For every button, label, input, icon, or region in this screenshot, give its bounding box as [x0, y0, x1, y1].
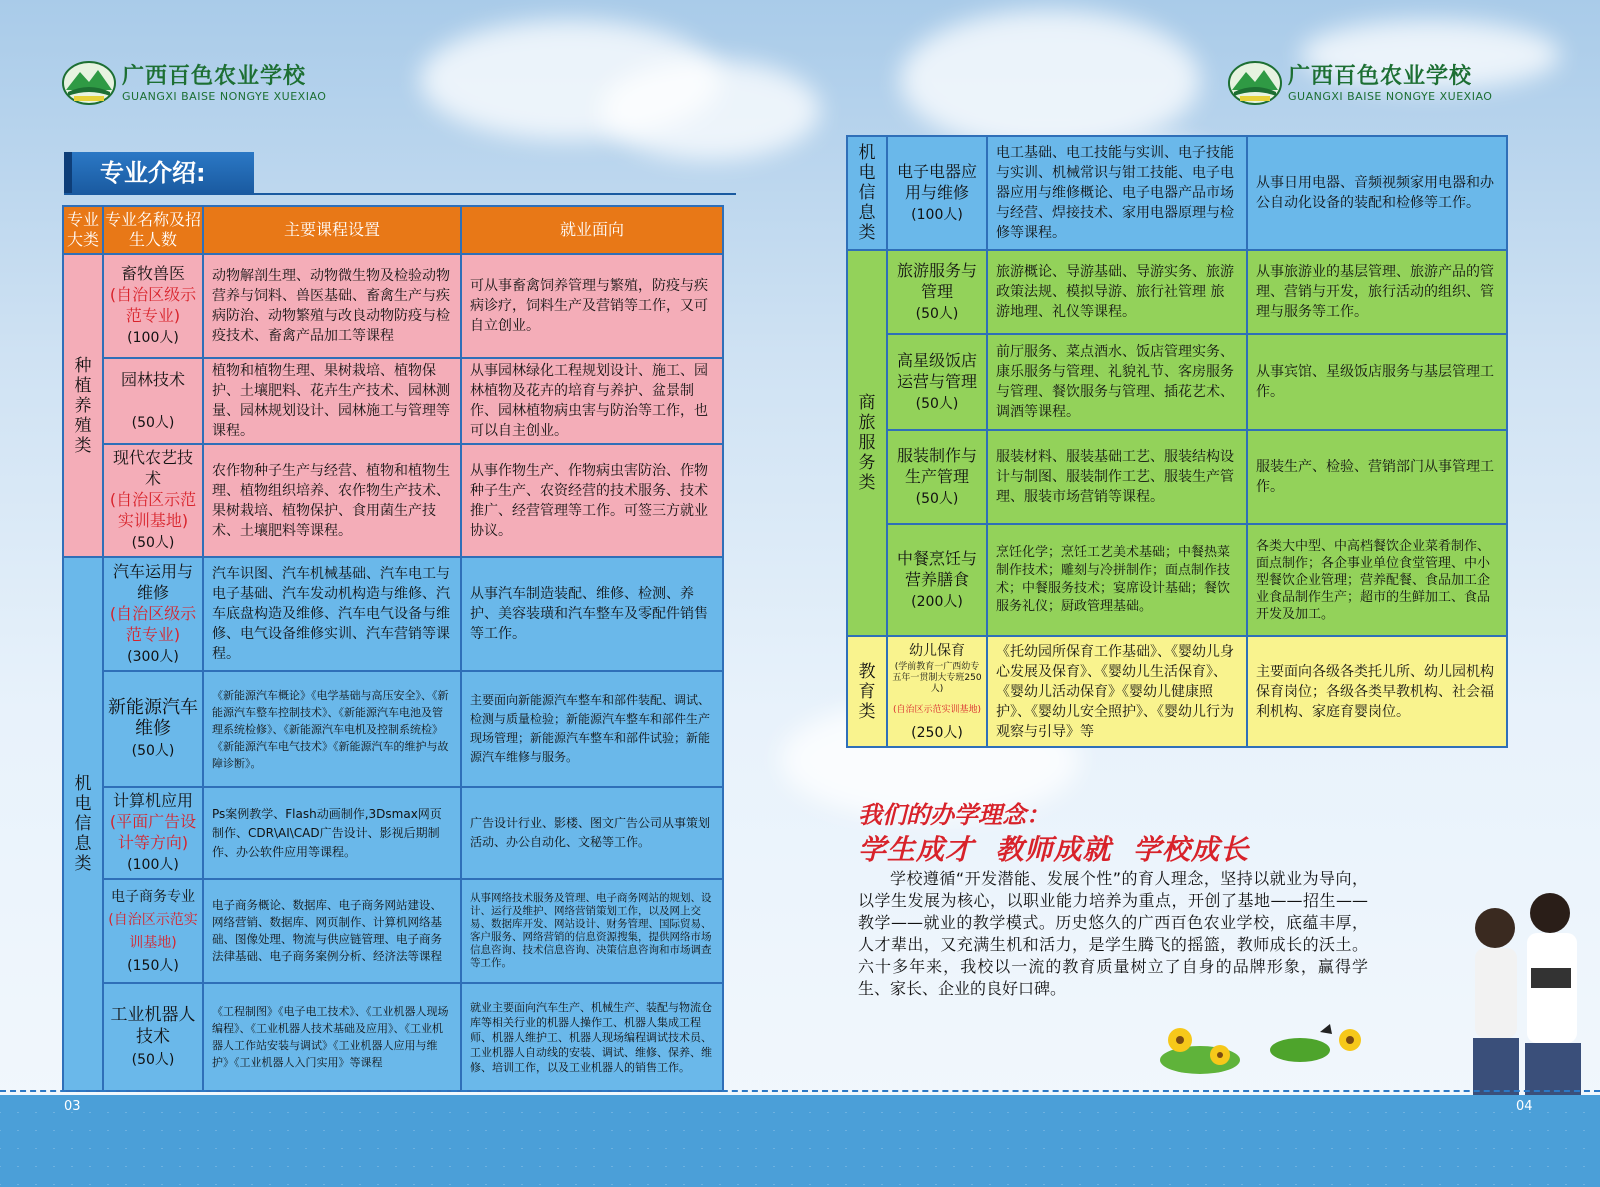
table-row — [847, 636, 1507, 747]
school-emblem-icon — [1228, 60, 1282, 106]
major-name-cell — [887, 636, 987, 747]
jobs-cell: 从事日用电器、音频视频家用电器和办公自动化设备的装配和检修等工作。 — [1247, 136, 1507, 250]
major-count: (100人) — [911, 206, 963, 223]
major-name-cell — [887, 524, 987, 636]
table-row — [63, 358, 723, 444]
bottom-band — [0, 1095, 1600, 1187]
cloud — [900, 10, 1200, 150]
header-category: 专业大类 — [63, 206, 103, 254]
jobs-cell: 从事宾馆、星级饭店服务与基层管理工作。 — [1247, 334, 1507, 430]
school-name-en: GUANGXI BAISE NONGYE XUEXIAO — [1288, 89, 1493, 103]
table-row — [63, 671, 723, 787]
school-logo-right — [1228, 60, 1492, 106]
students-photo — [1455, 868, 1600, 1098]
major-count: (50人) — [915, 490, 959, 507]
major-name-cell — [103, 444, 203, 557]
major-count: (50人) — [131, 742, 175, 759]
major-note: (自治区示范实训基地) — [892, 705, 982, 715]
major-name: 畜牧兽医 — [120, 264, 185, 283]
major-name-cell — [103, 557, 203, 671]
major-note: (自治区示范实训基地) — [109, 490, 197, 530]
major-name: 电子电器应用与维修 — [896, 161, 977, 202]
jobs-cell: 从事作物生产、作物病虫害防治、作物种子生产、农资经营的技术服务、技术推广、经营管理等工作。可签三方就业协议。 — [461, 444, 723, 557]
major-name: 幼儿保育 — [909, 643, 965, 659]
table-row — [63, 983, 723, 1091]
courses-cell: 烹饪化学；烹饪工艺美术基础；中餐热菜制作技术；雕刻与冷拼制作；面点制作技术；中餐服务技术；宴席设计基础；餐饮服务礼仪；厨政管理基础。 — [987, 524, 1247, 636]
major-note: (自治区示范实训基地) — [108, 912, 198, 951]
courses-cell: 《托幼园所保育工作基础》、《婴幼儿身心发展及保育》、《婴幼儿生活保育》、《婴幼儿活动保育》《婴幼儿健康照护》、《婴幼儿安全照护》、《婴幼儿行为观察与引导》等 — [987, 636, 1247, 747]
jobs-cell: 各类大中型、中高档餐饮企业菜肴制作、面点制作；各企事业单位食堂管理、中小型餐饮企业管理；营养配餐、食品加工企业食品制作生产；超市的生鲜加工、食品开发及加工。 — [1247, 524, 1507, 636]
school-emblem-icon — [62, 60, 116, 106]
school-name-cn: 广西百色农业学校 — [1288, 63, 1473, 89]
major-name: 园林技术 — [120, 369, 185, 389]
major-name: 汽车运用与维修 — [112, 561, 193, 602]
jobs-cell: 从事网络技术服务及管理、电子商务网站的规划、设计、运行及维护、网络营销策划工作，以及网上交易、数据库开发、网站设计、财务管理、国际贸易、客户服务、网络营销的信息资源搜集，提供网络市场信息咨询、技术信息咨询、决策信息咨询和市场调查等工作。 — [461, 879, 723, 983]
category-cell: 机电信息类 — [63, 557, 103, 1091]
table-row — [63, 787, 723, 879]
jobs-cell: 广告设计行业、影楼、图文广告公司从事策划活动、办公自动化、文秘等工作。 — [461, 787, 723, 879]
page-number-right: 04 — [1516, 1099, 1533, 1114]
courses-cell: 旅游概论、导游基础、导游实务、旅游政策法规、模拟导游、旅行社管理 旅游地理、礼仪等课程。 — [987, 250, 1247, 334]
section-title: 专业介绍: — [64, 152, 254, 194]
courses-cell: 前厅服务、菜点酒水、饭店管理实务、康乐服务与管理、礼貌礼节、客房服务与管理、餐饮服务与管理、插花艺术、调酒等课程。 — [987, 334, 1247, 430]
courses-cell: 植物和植物生理、果树栽培、植物保护、土壤肥料、花卉生产技术、园林测量、园林规划设计、园林施工与管理等课程。 — [203, 358, 461, 444]
school-name-cn: 广西百色农业学校 — [122, 63, 307, 89]
courses-cell: 服装材料、服装基础工艺、服装结构设计与制图、服装制作工艺、服装生产管理、服装市场营销等课程。 — [987, 430, 1247, 524]
motto-slogan: 学生成才 教师成就 学校成长 — [858, 833, 1249, 866]
major-note: (平面广告设计等方向) — [109, 812, 197, 852]
category-cell: 机电信息类 — [847, 136, 887, 250]
courses-cell: 汽车识图、汽车机械基础、汽车电工与电子基础、汽车发动机构造与维修、汽车底盘构造及维修、汽车电气设备与维修、电气设备维修实训、汽车营销等课程。 — [203, 557, 461, 671]
jobs-cell: 服装生产、检验、营销部门从事管理工作。 — [1247, 430, 1507, 524]
courses-cell: Ps案例教学、Flash动画制作,3Dsmax网页制作、CDR\AI\CAD广告设计、影视后期制作、办公软件应用等课程。 — [203, 787, 461, 879]
major-name-cell — [103, 983, 203, 1091]
major-count: (100人) — [127, 857, 179, 873]
major-count: (50人) — [131, 535, 175, 551]
category-cell: 商旅服务类 — [847, 250, 887, 636]
cloud — [600, 60, 820, 160]
header-courses: 主要课程设置 — [203, 206, 461, 254]
table-row — [847, 430, 1507, 524]
major-name-cell — [103, 787, 203, 879]
flowers-illustration — [1150, 1010, 1450, 1098]
majors-table-left — [62, 205, 724, 1092]
courses-cell: 电子商务概论、数据库、电子商务网站建设、网络营销、数据库、网页制作、计算机网络基础、图像处理、物流与供应链管理、电子商务法律基础、电子商务案例分析、经济法等课程 — [203, 879, 461, 983]
major-count: (150人) — [127, 958, 179, 974]
school-logo-left — [62, 60, 326, 106]
header-major: 专业名称及招生人数 — [103, 206, 203, 254]
major-count: (300人) — [127, 648, 179, 665]
category-cell: 教育类 — [847, 636, 887, 747]
table-row — [63, 557, 723, 671]
header-jobs: 就业面向 — [461, 206, 723, 254]
category-cell: 种植养殖类 — [63, 254, 103, 557]
courses-cell: 《新能源汽车概论》《电学基础与高压安全》、《新能源汽车整车控制技术》、《新能源汽车电池及管理系统检修》、《新能源汽车电机及控制系统检》《新能源汽车电气技术》《新能源汽车的维护与故障诊断》。 — [203, 671, 461, 787]
major-name: 工业机器人技术 — [110, 1004, 196, 1047]
major-name: 计算机应用 — [112, 791, 193, 810]
major-name-cell — [887, 430, 987, 524]
major-name-cell — [103, 879, 203, 983]
major-count: (50人) — [915, 305, 959, 322]
major-note: (学前教育一广西幼专五年一贯制大专班250人) — [892, 662, 982, 694]
jobs-cell: 就业主要面向汽车生产、机械生产、装配与物流仓库等相关行业的机器人操作工、机器人集成工程师、机器人维护工、机器人现场编程调试技术员、工业机器人自动线的安装、调试、维修、保养、维修、培训工作，以及工业机器人的销售工作。 — [461, 983, 723, 1091]
major-note: (自治区级示范专业) — [109, 603, 197, 644]
major-name-cell — [103, 671, 203, 787]
major-note: (自治区级示范专业) — [109, 285, 197, 325]
table-row — [63, 444, 723, 557]
major-name: 中餐烹饪与营养膳食 — [896, 548, 977, 589]
major-name: 电子商务专业 — [111, 889, 195, 905]
major-name-cell — [103, 254, 203, 358]
major-name: 高星级饭店运营与管理 — [896, 350, 977, 391]
courses-cell: 动物解剖生理、动物微生物及检验动物营养与饲料、兽医基础、畜禽生产与疾病防治、动物繁殖与改良动物防疫与检疫技术、畜禽产品加工等课程 — [203, 254, 461, 358]
jobs-cell: 主要面向各级各类托儿所、幼儿园机构保育岗位；各级各类早教机构、社会福利机构、家庭育婴岗位。 — [1247, 636, 1507, 747]
jobs-cell: 可从事畜禽饲养管理与繁殖，防疫与疾病诊疗，饲料生产及营销等工作，又可自立创业。 — [461, 254, 723, 358]
bottom-dashed-rule — [0, 1090, 1600, 1092]
major-name-cell — [103, 358, 203, 444]
major-name: 服装制作与生产管理 — [896, 445, 977, 486]
courses-cell: 农作物种子生产与经营、植物和植物生理、植物组织培养、农作物生产技术、果树栽培、植物保护、食用菌生产技术、土壤肥料等课程。 — [203, 444, 461, 557]
major-count: (50人) — [131, 1051, 175, 1068]
courses-cell: 电工基础、电工技能与实训、电子技能与实训、机械常识与钳工技能、电子电器应用与维修概论、电子电器产品市场与经营、焊接技术、家用电器原理与检修等课程。 — [987, 136, 1247, 250]
majors-table-right — [846, 135, 1508, 748]
major-name-cell — [887, 334, 987, 430]
major-count: (100人) — [127, 330, 179, 346]
major-name: 现代农艺技术 — [112, 448, 193, 488]
title-rule — [64, 193, 736, 195]
major-count: (250人) — [911, 725, 963, 741]
jobs-cell: 从事园林绿化工程规划设计、施工、园林植物及花卉的培育与养护、盆景制作、园林植物病虫害与防治等工作，也可以自主创业。 — [461, 358, 723, 444]
jobs-cell: 从事汽车制造装配、维修、检测、养护、美容装璜和汽车整车及零配件销售等工作。 — [461, 557, 723, 671]
table-row — [847, 334, 1507, 430]
table-row — [847, 524, 1507, 636]
page-number-left: 03 — [64, 1099, 81, 1114]
jobs-cell: 主要面向新能源汽车整车和部件装配、调试、检测与质量检验；新能源汽车整车和部件生产现场管理；新能源汽车整车和部件试验；新能源汽车维修与服务。 — [461, 671, 723, 787]
major-name: 新能源汽车维修 — [108, 696, 198, 739]
courses-cell: 《工程制图》《电子电工技术》、《工业机器人现场编程》、《工业机器人技术基础及应用》、《工业机器人工作站安装与调试》《工业机器人应用与维护》《工业机器人入门实用》等课程 — [203, 983, 461, 1091]
school-intro-paragraph: 学校遵循“开发潜能、发展个性”的育人理念，坚持以就业为导向，以学生发展为核心，以职业能力培养为重点，开创了基地——招生——教学——就业的教学模式。历史悠久的广西百色农业学校，底蕴丰厚，人才辈出，又充满生机和活力，是学生腾飞的摇篮，教师成长的沃土。六十多年来，我校以一流的教育质量树立了自身的品牌形象，赢得学生、家长、企业的良好口碑。 — [858, 869, 1368, 998]
table-row — [847, 250, 1507, 334]
major-name-cell — [887, 250, 987, 334]
major-name: 旅游服务与管理 — [896, 260, 977, 301]
school-name-en: GUANGXI BAISE NONGYE XUEXIAO — [122, 89, 327, 103]
table-row — [63, 879, 723, 983]
motto-heading: 我们的办学理念： — [858, 801, 1050, 829]
table-row — [847, 136, 1507, 250]
major-name-cell — [887, 136, 987, 250]
table-row — [63, 254, 723, 358]
major-count: (50人) — [915, 395, 959, 412]
jobs-cell: 从事旅游业的基层管理、旅游产品的管理、营销与开发，旅行活动的组织、管理与服务等工作。 — [1247, 250, 1507, 334]
major-count: (200人) — [911, 593, 963, 610]
major-count: (50人) — [131, 414, 175, 431]
